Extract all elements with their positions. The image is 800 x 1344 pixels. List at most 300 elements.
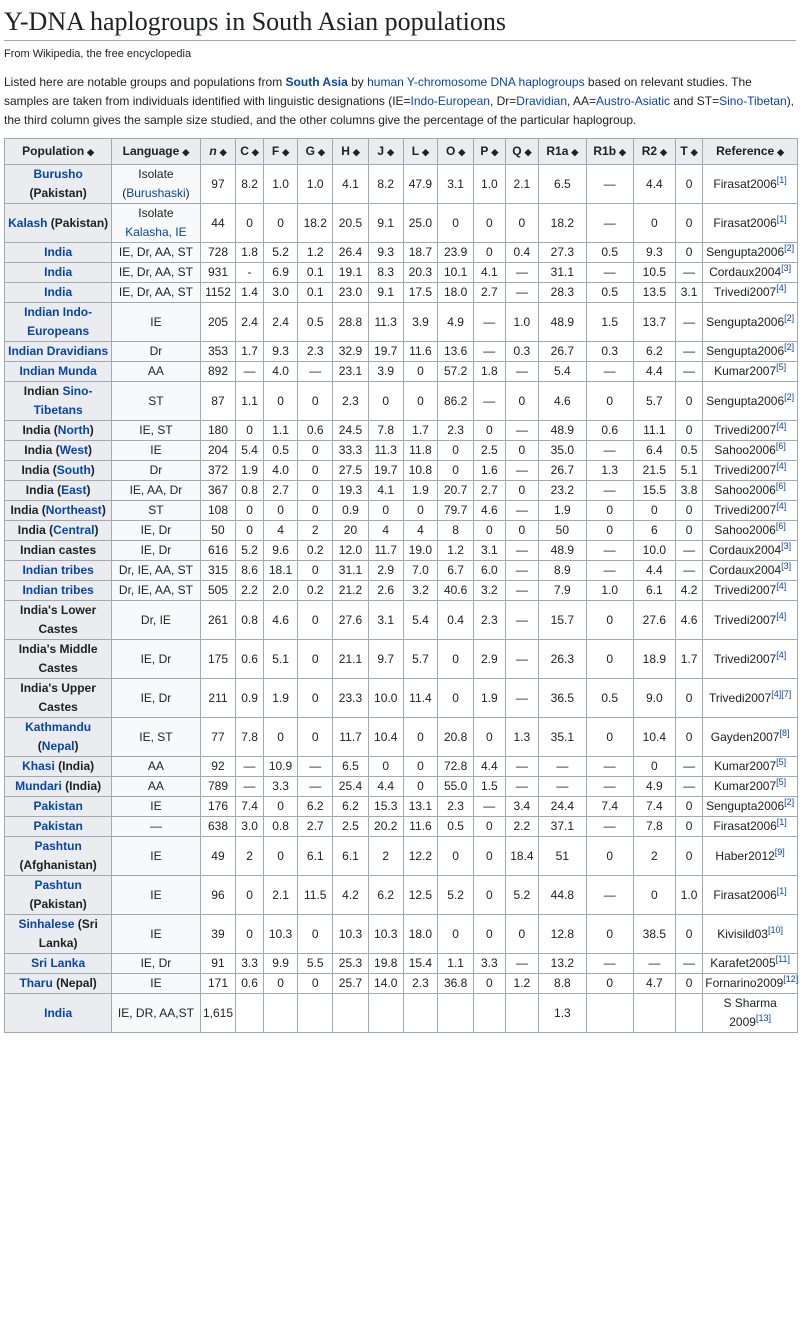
citation-link[interactable]: [9] (774, 846, 785, 857)
value-cell: — (586, 481, 633, 501)
citation-link[interactable]: [3] (781, 541, 792, 551)
link[interactable]: Kalash (8, 215, 48, 230)
value-cell: — (586, 541, 633, 561)
citation-link[interactable]: [1] (776, 213, 787, 224)
text: — (149, 819, 162, 833)
value-cell: 15.7 (539, 601, 586, 640)
language-cell (112, 876, 200, 915)
citation-link[interactable]: [13] (755, 1013, 771, 1023)
citation-link[interactable]: [1] (776, 885, 787, 896)
text: Dr, IE, AA, ST (118, 563, 193, 577)
value-cell: 11.8 (403, 441, 438, 461)
language-cell (112, 915, 200, 954)
value-cell: 0 (438, 204, 474, 243)
citation-link[interactable]: [4] (776, 581, 787, 591)
link[interactable]: Indian Munda (19, 364, 97, 378)
value-cell: 372 (200, 461, 236, 481)
value-cell: 0.9 (333, 501, 369, 521)
value-cell: 26.7 (539, 342, 586, 362)
column-header[interactable] (438, 139, 474, 165)
population-cell (5, 640, 112, 679)
value-cell: 315 (200, 561, 236, 581)
table-row (5, 263, 798, 283)
value-cell: — (675, 561, 702, 581)
population-cell (5, 974, 112, 994)
value-cell: 3.3 (474, 954, 506, 974)
value-cell: 0.2 (298, 581, 333, 601)
value-cell: 2.5 (474, 441, 506, 461)
sort-arrows-icon[interactable]: ◆ (282, 146, 290, 157)
language-cell (112, 382, 200, 421)
reference-cell (703, 954, 798, 974)
link[interactable]: Pakistan (33, 799, 83, 813)
value-cell: 1.0 (505, 303, 539, 342)
value-cell: 8.8 (539, 974, 586, 994)
citation-link[interactable]: [6] (775, 481, 786, 491)
sort-arrows-icon[interactable]: ◆ (219, 146, 227, 157)
value-cell: 35.1 (539, 718, 586, 757)
value-cell: 4.1 (333, 165, 369, 204)
sort-arrows-icon[interactable]: ◆ (491, 146, 499, 157)
value-cell: 2.7 (263, 481, 298, 501)
population-cell (5, 718, 112, 757)
table-row (5, 915, 798, 954)
reference-cell (703, 994, 798, 1033)
link-dravidian[interactable]: Dravidian (516, 94, 567, 108)
value-cell: 48.9 (539, 541, 586, 561)
link[interactable]: Indian tribes (22, 563, 94, 577)
link[interactable]: Burushaski (126, 186, 186, 200)
value-cell: — (505, 640, 539, 679)
population-cell (5, 954, 112, 974)
value-cell: 1.2 (298, 243, 333, 263)
citation-link[interactable]: [4] (776, 649, 787, 660)
citation-link[interactable]: [4] (776, 421, 787, 431)
value-cell: 28.3 (539, 283, 586, 303)
column-header[interactable] (298, 139, 333, 165)
reference-text: Firasat2006 (713, 887, 777, 902)
value-cell: — (474, 797, 506, 817)
column-header[interactable] (539, 139, 586, 165)
language-cell (112, 461, 200, 481)
value-cell (333, 994, 369, 1033)
column-header[interactable] (505, 139, 539, 165)
text: Indian castes (20, 543, 97, 557)
value-cell: 6.2 (333, 797, 369, 817)
link-south-asia[interactable]: South Asia (285, 75, 348, 89)
population-cell (5, 461, 112, 481)
value-cell: 18.2 (539, 204, 586, 243)
value-cell: 4.6 (474, 501, 506, 521)
citation-link[interactable]: [3] (781, 561, 792, 571)
value-cell: 3.3 (236, 954, 263, 974)
column-header-label: L (411, 143, 420, 158)
column-header-label: O (446, 143, 456, 158)
value-cell: 0 (298, 640, 333, 679)
value-cell: 175 (200, 640, 236, 679)
value-cell: 2.2 (236, 581, 263, 601)
value-cell: 0 (505, 521, 539, 541)
value-cell: 353 (200, 342, 236, 362)
citation-link[interactable]: [4] (776, 610, 787, 621)
link-indo-european[interactable]: Indo-European (410, 94, 490, 108)
value-cell: 1.9 (474, 679, 506, 718)
value-cell: — (505, 461, 539, 481)
value-cell: 10.0 (633, 541, 675, 561)
value-cell: 6.2 (633, 342, 675, 362)
sort-arrows-icon[interactable]: ◆ (387, 146, 395, 157)
language-cell (112, 581, 200, 601)
link[interactable]: Tharu (19, 976, 53, 990)
link[interactable]: Central (53, 523, 95, 537)
value-cell: 79.7 (438, 501, 474, 521)
column-header[interactable] (474, 139, 506, 165)
value-cell (586, 994, 633, 1033)
sort-arrows-icon[interactable]: ◆ (422, 146, 430, 157)
value-cell: 0.6 (586, 421, 633, 441)
value-cell: 0 (505, 481, 539, 501)
citation-link[interactable]: [12] (783, 974, 799, 984)
link[interactable]: Khasi (22, 759, 55, 773)
text: (Afghanistan) (19, 858, 97, 872)
value-cell: 3.2 (403, 581, 438, 601)
sort-arrows-icon[interactable]: ◆ (524, 146, 532, 157)
link[interactable]: East (61, 483, 87, 497)
value-cell: — (236, 777, 263, 797)
value-cell: 8.9 (539, 561, 586, 581)
value-cell: 1.8 (236, 243, 263, 263)
value-cell: 4 (403, 521, 438, 541)
sort-arrows-icon[interactable]: ◆ (660, 146, 667, 157)
value-cell: 0 (633, 501, 675, 521)
link[interactable]: Mundari (15, 779, 62, 793)
text: (Pakistan) (29, 897, 87, 911)
text: ) (89, 423, 94, 437)
language-cell (112, 757, 200, 777)
value-cell: 0 (675, 718, 702, 757)
column-header[interactable] (333, 139, 369, 165)
link-ydna[interactable]: human Y-chromosome DNA haplogroups (367, 75, 585, 89)
sort-arrows-icon[interactable]: ◆ (317, 146, 325, 157)
text: India ( (17, 523, 54, 537)
value-cell: 5.2 (236, 541, 263, 561)
text: Dr (149, 344, 163, 358)
population-cell (5, 601, 112, 640)
value-cell: 19.3 (333, 481, 369, 501)
value-cell: 18.4 (505, 837, 539, 876)
citation-link[interactable]: [2] (784, 391, 795, 402)
value-cell: — (474, 382, 506, 421)
value-cell: — (505, 501, 539, 521)
column-header[interactable] (200, 139, 236, 165)
value-cell: 48.9 (539, 303, 586, 342)
value-cell: — (586, 362, 633, 382)
citation-link[interactable]: [5] (776, 757, 787, 767)
table-row (5, 283, 798, 303)
value-cell: — (675, 541, 702, 561)
value-cell: — (675, 303, 702, 342)
link[interactable]: Sri Lanka (31, 956, 86, 970)
reference-cell (703, 461, 798, 481)
value-cell: 0 (586, 601, 633, 640)
value-cell: 40.6 (438, 581, 474, 601)
value-cell: 1152 (200, 283, 236, 303)
value-cell: 4.2 (675, 581, 702, 601)
value-cell: 9.3 (263, 342, 298, 362)
citation-link[interactable]: [2] (784, 243, 795, 253)
value-cell: 6.2 (368, 876, 403, 915)
value-cell: — (586, 165, 633, 204)
link[interactable]: North (57, 423, 90, 437)
population-cell (5, 581, 112, 601)
value-cell: 1.5 (586, 303, 633, 342)
value-cell: 14.0 (368, 974, 403, 994)
value-cell: 0 (586, 837, 633, 876)
value-cell: 2 (368, 837, 403, 876)
value-cell (505, 994, 539, 1033)
citation-link[interactable]: [4] (776, 461, 787, 471)
value-cell: 20 (333, 521, 369, 541)
column-header[interactable] (633, 139, 675, 165)
value-cell: 4.0 (263, 461, 298, 481)
value-cell: 0 (586, 501, 633, 521)
value-cell: 0 (368, 382, 403, 421)
text: IE (150, 799, 162, 813)
value-cell: 11.3 (368, 303, 403, 342)
citation-link[interactable]: [2] (784, 342, 795, 352)
column-header[interactable] (586, 139, 633, 165)
sort-arrows-icon[interactable]: ◆ (777, 146, 785, 157)
text: AA (147, 759, 164, 773)
citation-link[interactable]: [11] (775, 954, 790, 964)
table-row (5, 382, 798, 421)
value-cell: 4 (368, 521, 403, 541)
sort-arrows-icon[interactable]: ◆ (352, 146, 360, 157)
intro-text: by (347, 75, 368, 89)
link[interactable]: India (44, 1005, 73, 1020)
link[interactable]: Indian Dravidians (8, 344, 109, 358)
value-cell: 10.1 (438, 263, 474, 283)
link[interactable]: Pashtun (34, 839, 82, 853)
value-cell: 91 (200, 954, 236, 974)
value-cell: 44 (200, 204, 236, 243)
link[interactable]: Burusho (33, 167, 83, 181)
language-cell (112, 561, 200, 581)
value-cell: 0 (675, 243, 702, 263)
citation-link[interactable]: [5] (776, 777, 787, 787)
value-cell: 3.4 (505, 797, 539, 817)
value-cell: 0.5 (438, 817, 474, 837)
link[interactable]: Indian tribes (22, 583, 94, 597)
link[interactable]: Pakistan (33, 819, 83, 833)
value-cell: 2.7 (298, 817, 333, 837)
link-sino-tibetan[interactable]: Sino-Tibetan (719, 94, 787, 108)
value-cell: 0.5 (675, 441, 702, 461)
link[interactable]: West (59, 443, 89, 457)
reference-text: Trivedi2007 (713, 285, 777, 299)
value-cell: 0 (586, 915, 633, 954)
link-austro-asiatic[interactable]: Austro-Asiatic (596, 94, 671, 108)
citation-link[interactable]: [1] (776, 174, 787, 185)
value-cell: — (298, 777, 333, 797)
link[interactable]: Nepal (41, 739, 75, 753)
reference-text: Sengupta2006 (706, 344, 785, 358)
reference-text: Trivedi2007 (713, 463, 777, 477)
link[interactable]: Sinhalese (18, 917, 75, 931)
text: India ( (25, 483, 62, 497)
value-cell (675, 994, 702, 1033)
column-header[interactable] (368, 139, 403, 165)
citation-link[interactable]: [4] (776, 283, 787, 293)
link[interactable]: Sino-Tibetans (33, 384, 93, 417)
reference-cell (703, 757, 798, 777)
value-cell: 47.9 (403, 165, 438, 204)
value-cell: 1.0 (298, 165, 333, 204)
population-cell (5, 441, 112, 461)
value-cell: 77 (200, 718, 236, 757)
value-cell: 0 (438, 679, 474, 718)
value-cell: 0 (236, 421, 263, 441)
table-row (5, 718, 798, 757)
reference-text: Kumar2007 (714, 364, 777, 378)
value-cell: 261 (200, 601, 236, 640)
value-cell: 9.0 (633, 679, 675, 718)
text: ( (122, 186, 127, 200)
table-row (5, 601, 798, 640)
citation-link[interactable]: [1] (776, 817, 787, 827)
value-cell: 0 (298, 461, 333, 481)
citation-link[interactable]: [6] (775, 521, 786, 531)
value-cell: 0.3 (505, 342, 539, 362)
population-cell (5, 994, 112, 1033)
value-cell: 57.2 (438, 362, 474, 382)
value-cell: 11.7 (333, 718, 369, 757)
column-header[interactable] (112, 139, 200, 165)
citation-link[interactable]: [3] (781, 263, 792, 273)
reference-cell (703, 303, 798, 342)
reference-text: Trivedi2007 (713, 612, 777, 627)
value-cell: 0 (263, 204, 298, 243)
value-cell: 1.1 (438, 954, 474, 974)
text: IE, Dr, AA, ST (118, 265, 193, 279)
value-cell: 86.2 (438, 382, 474, 421)
value-cell: 0 (633, 204, 675, 243)
citation-link[interactable]: [2] (784, 312, 795, 323)
value-cell: 789 (200, 777, 236, 797)
value-cell: 0 (474, 837, 506, 876)
citation-link[interactable]: [10] (767, 924, 783, 935)
value-cell: 0 (438, 915, 474, 954)
link[interactable]: South (56, 463, 91, 477)
citation-link[interactable]: [4][7] (771, 688, 792, 699)
population-cell (5, 263, 112, 283)
value-cell: 25.3 (333, 954, 369, 974)
value-cell: 0 (298, 481, 333, 501)
text: Isolate (138, 206, 174, 220)
value-cell: 0 (263, 501, 298, 521)
value-cell: 2.3 (333, 382, 369, 421)
value-cell: 18.0 (438, 283, 474, 303)
citation-link[interactable]: [4] (776, 501, 787, 511)
citation-link[interactable]: [8] (779, 727, 790, 738)
citation-link[interactable]: [2] (784, 797, 795, 807)
value-cell: 892 (200, 362, 236, 382)
sort-arrows-icon[interactable]: ◆ (619, 146, 626, 157)
column-header[interactable] (236, 139, 263, 165)
sort-arrows-icon[interactable]: ◆ (87, 146, 95, 157)
link[interactable]: India (44, 245, 73, 259)
column-header-label: T (680, 143, 688, 158)
link[interactable]: Kalasha, IE (125, 225, 187, 239)
value-cell: 1.3 (586, 461, 633, 481)
language-cell (112, 441, 200, 461)
link[interactable]: Pashtun (34, 878, 82, 892)
column-header[interactable] (675, 139, 702, 165)
link[interactable]: India (44, 285, 73, 299)
link[interactable]: Indian Indo-Europeans (24, 305, 93, 338)
value-cell: 4.1 (474, 263, 506, 283)
text: IE, Dr, AA, ST (118, 245, 193, 259)
value-cell: 4.6 (263, 601, 298, 640)
value-cell: 0 (298, 382, 333, 421)
language-cell (112, 718, 200, 757)
value-cell: 10.4 (368, 718, 403, 757)
sort-arrows-icon[interactable]: ◆ (690, 146, 698, 157)
text: IE, DR, AA,ST (117, 1005, 194, 1020)
link[interactable]: India (44, 265, 73, 279)
value-cell: 10.5 (633, 263, 675, 283)
link[interactable]: Kathmandu (25, 720, 92, 734)
column-header[interactable] (263, 139, 298, 165)
value-cell: 0.6 (236, 974, 263, 994)
value-cell: 97 (200, 165, 236, 204)
value-cell: 0 (263, 718, 298, 757)
link[interactable]: Northeast (45, 503, 102, 517)
sort-arrows-icon[interactable]: ◆ (251, 146, 259, 157)
sort-arrows-icon[interactable]: ◆ (182, 146, 190, 157)
value-cell: 0.9 (236, 679, 263, 718)
value-cell: 11.1 (633, 421, 675, 441)
citation-link[interactable]: [6] (775, 441, 786, 451)
text: ) (86, 483, 91, 497)
value-cell: 38.5 (633, 915, 675, 954)
value-cell: 0 (236, 501, 263, 521)
value-cell: 49 (200, 837, 236, 876)
table-row (5, 994, 798, 1033)
value-cell: — (586, 757, 633, 777)
reference-text: Sengupta2006 (706, 393, 785, 408)
value-cell: — (539, 757, 586, 777)
value-cell: 0 (403, 362, 438, 382)
value-cell: 18.2 (298, 204, 333, 243)
table-row (5, 441, 798, 461)
value-cell: 5.4 (236, 441, 263, 461)
text: (Pakistan) (29, 186, 87, 200)
column-header[interactable] (403, 139, 438, 165)
sort-arrows-icon[interactable]: ◆ (571, 146, 579, 157)
column-header[interactable] (703, 139, 798, 165)
value-cell: 13.5 (633, 283, 675, 303)
citation-link[interactable]: [5] (776, 362, 787, 372)
language-cell (112, 481, 200, 501)
population-cell (5, 481, 112, 501)
value-cell: 0 (403, 757, 438, 777)
value-cell: 36.8 (438, 974, 474, 994)
column-header[interactable] (5, 139, 112, 165)
reference-text: Cordaux2004 (709, 563, 782, 577)
value-cell: — (586, 561, 633, 581)
sort-arrows-icon[interactable]: ◆ (458, 146, 466, 157)
